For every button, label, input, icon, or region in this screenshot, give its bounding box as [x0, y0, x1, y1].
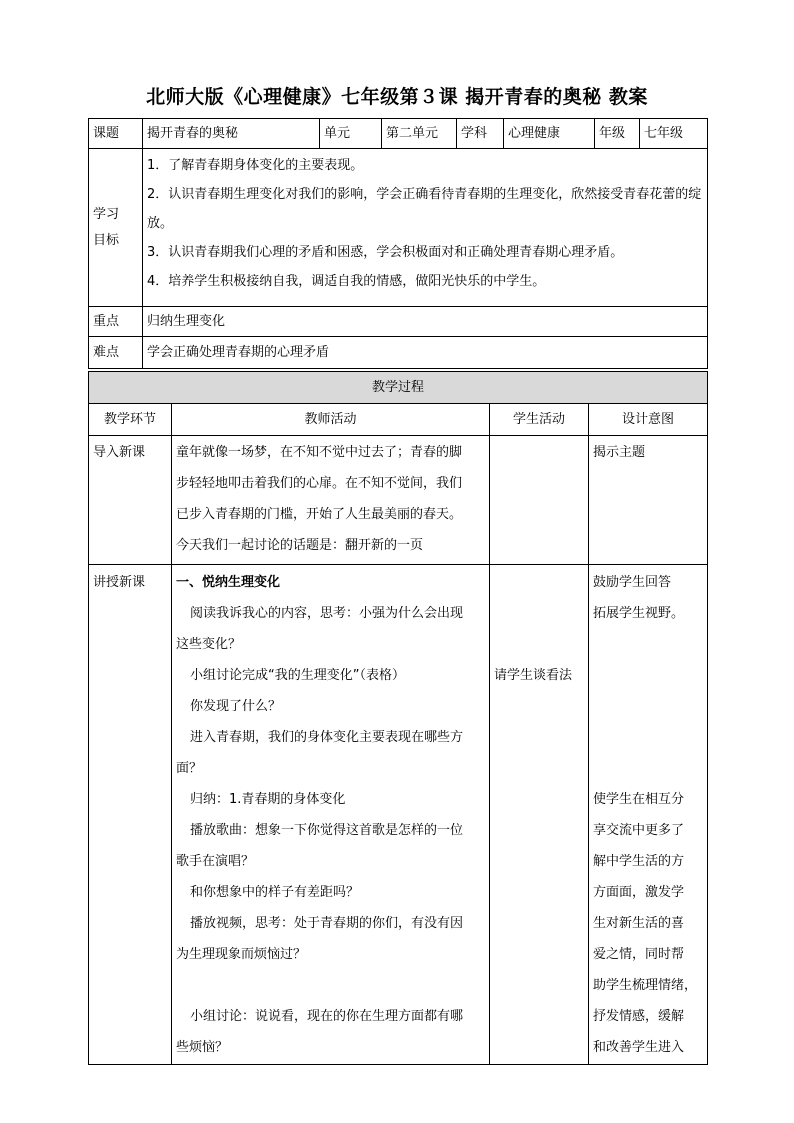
lesson-teacher-line: 进入青春期，我们的身体变化主要表现在哪些方 — [190, 730, 464, 745]
lesson-teacher-line: 歌手在演唱？ — [176, 854, 255, 869]
lesson-info-table — [88, 118, 708, 369]
goals-label — [89, 149, 143, 307]
lesson-intent-line: 鼓励学生回答 — [593, 575, 672, 590]
lesson-intent-line: 和改善学生进入 — [593, 1040, 685, 1055]
intro-row — [89, 436, 708, 565]
intro-teacher-line: 步轻轻地叩击着我们的心扉。在不知不觉间，我们 — [176, 476, 463, 491]
unit-label: 单元 — [320, 119, 382, 149]
topic-value: 揭开青春的奥秘 — [143, 119, 320, 149]
lesson-teacher-line: 些烦恼？ — [176, 1040, 229, 1055]
lesson-teacher-line: 这些变化？ — [176, 637, 242, 652]
lesson-intent-line: 使学生在相互分 — [593, 792, 685, 807]
lesson-teacher-line: 播放视频，思考：处于青春期的你们，有没有因 — [190, 916, 464, 931]
goal-item: 3．认识青春期我们心理的矛盾和困惑，学会积极面对和正确处理青春期心理矛盾。 — [147, 245, 624, 260]
lesson-intent-line: 生对新生活的喜 — [593, 916, 685, 931]
lesson-intent-line: 享交流中更多了 — [593, 823, 685, 838]
goal-item: 4．培养学生积极接纳自我，调适自我的情感，做阳光快乐的中学生。 — [147, 274, 546, 289]
lesson-intent-line: 抒发情感，缓解 — [593, 1009, 685, 1024]
lesson-stage-text: 讲授新课 — [93, 575, 146, 590]
lesson-teacher-line: 小组讨论完成“我的生理变化”（表格） — [190, 668, 405, 683]
lesson-teacher-line: 播放歌曲：想象一下你觉得这首歌是怎样的一位 — [190, 823, 464, 838]
lesson-row — [89, 565, 708, 1065]
goals-label-line2: 目标 — [93, 232, 120, 248]
lesson-student-text: 请学生谈看法 — [494, 668, 573, 683]
lesson-intent — [589, 565, 708, 1065]
goals-content — [143, 149, 708, 307]
key-label: 重点 — [89, 307, 143, 337]
lesson-teacher-line: 面？ — [176, 761, 203, 776]
lesson-teacher-line: 为生理现象而烦恼过？ — [176, 947, 307, 962]
col-intent-header: 设计意图 — [589, 404, 708, 436]
lesson-intent-line: 方面面，激发学 — [593, 885, 685, 900]
subject-value: 心理健康 — [504, 119, 595, 149]
col-student-header: 学生活动 — [490, 404, 589, 436]
lesson-teacher — [172, 565, 490, 1065]
lesson-teacher-line: 阅读我诉我心的内容，思考：小强为什么会出现 — [190, 606, 464, 621]
goals-label-line1: 学习 — [93, 206, 120, 222]
goal-item: 1．了解青春期身体变化的主要表现。 — [147, 158, 364, 173]
info-row-key — [89, 307, 708, 337]
topic-label: 课题 — [89, 119, 143, 149]
col-teacher-header: 教师活动 — [172, 404, 490, 436]
intro-stage — [89, 436, 172, 565]
process-header-row — [89, 372, 708, 404]
subject-label: 学科 — [457, 119, 504, 149]
difficulty-label: 难点 — [89, 337, 143, 369]
col-stage-header: 教学环节 — [89, 404, 172, 436]
intro-teacher-line: 童年就像一场梦，在不知不觉中过去了；青春的脚 — [176, 445, 463, 460]
lesson-intent-line: 助学生梳理情绪， — [593, 978, 698, 993]
intro-teacher — [172, 436, 490, 565]
goal-item: 2．认识青春期生理变化对我们的影响，学会正确看待青春期的生理变化，欣然接受青春花蕾的绽放。 — [147, 187, 702, 231]
info-row-goals — [89, 149, 708, 307]
lesson-intent-line: 拓展学生视野。 — [593, 606, 685, 621]
grade-label: 年级 — [595, 119, 640, 149]
lesson-teacher-line: 你发现了什么？ — [190, 699, 282, 714]
info-row-difficulty — [89, 337, 708, 369]
lesson-intent-line: 解中学生活的方 — [593, 854, 685, 869]
difficulty-value: 学会正确处理青春期的心理矛盾 — [143, 337, 708, 369]
intro-intent-text: 揭示主题 — [593, 445, 646, 460]
intro-stage-text: 导入新课 — [93, 445, 146, 460]
document-title: 北师大版《心理健康》七年级第３课 揭开青春的奥秘 教案 — [146, 86, 648, 108]
unit-value: 第二单元 — [382, 119, 457, 149]
lesson-stage — [89, 565, 172, 1065]
lesson-teacher-line: 归纳：1.青春期的身体变化 — [190, 792, 346, 807]
process-header: 教学过程 — [89, 372, 708, 404]
intro-teacher-line: 已步入青春期的门槛，开始了人生最美丽的春天。 — [176, 507, 463, 522]
intro-student — [490, 436, 589, 565]
lesson-heading: 一、悦纳生理变化 — [176, 575, 281, 590]
teaching-process-table — [88, 371, 708, 1065]
intro-teacher-line: 今天我们一起讨论的话题是：翻开新的一页 — [176, 538, 424, 553]
key-value: 归纳生理变化 — [143, 307, 708, 337]
lesson-teacher-line: 和你想象中的样子有差距吗？ — [190, 885, 360, 900]
lesson-student — [490, 565, 589, 1065]
lesson-intent-line: 爱之情，同时帮 — [593, 947, 685, 962]
info-row-topic — [89, 119, 708, 149]
grade-value: 七年级 — [640, 119, 708, 149]
lesson-teacher-blank — [176, 970, 485, 1001]
lesson-teacher-line: 小组讨论：说说看，现在的你在生理方面都有哪 — [190, 1009, 464, 1024]
intro-intent — [589, 436, 708, 565]
column-header-row — [89, 404, 708, 436]
